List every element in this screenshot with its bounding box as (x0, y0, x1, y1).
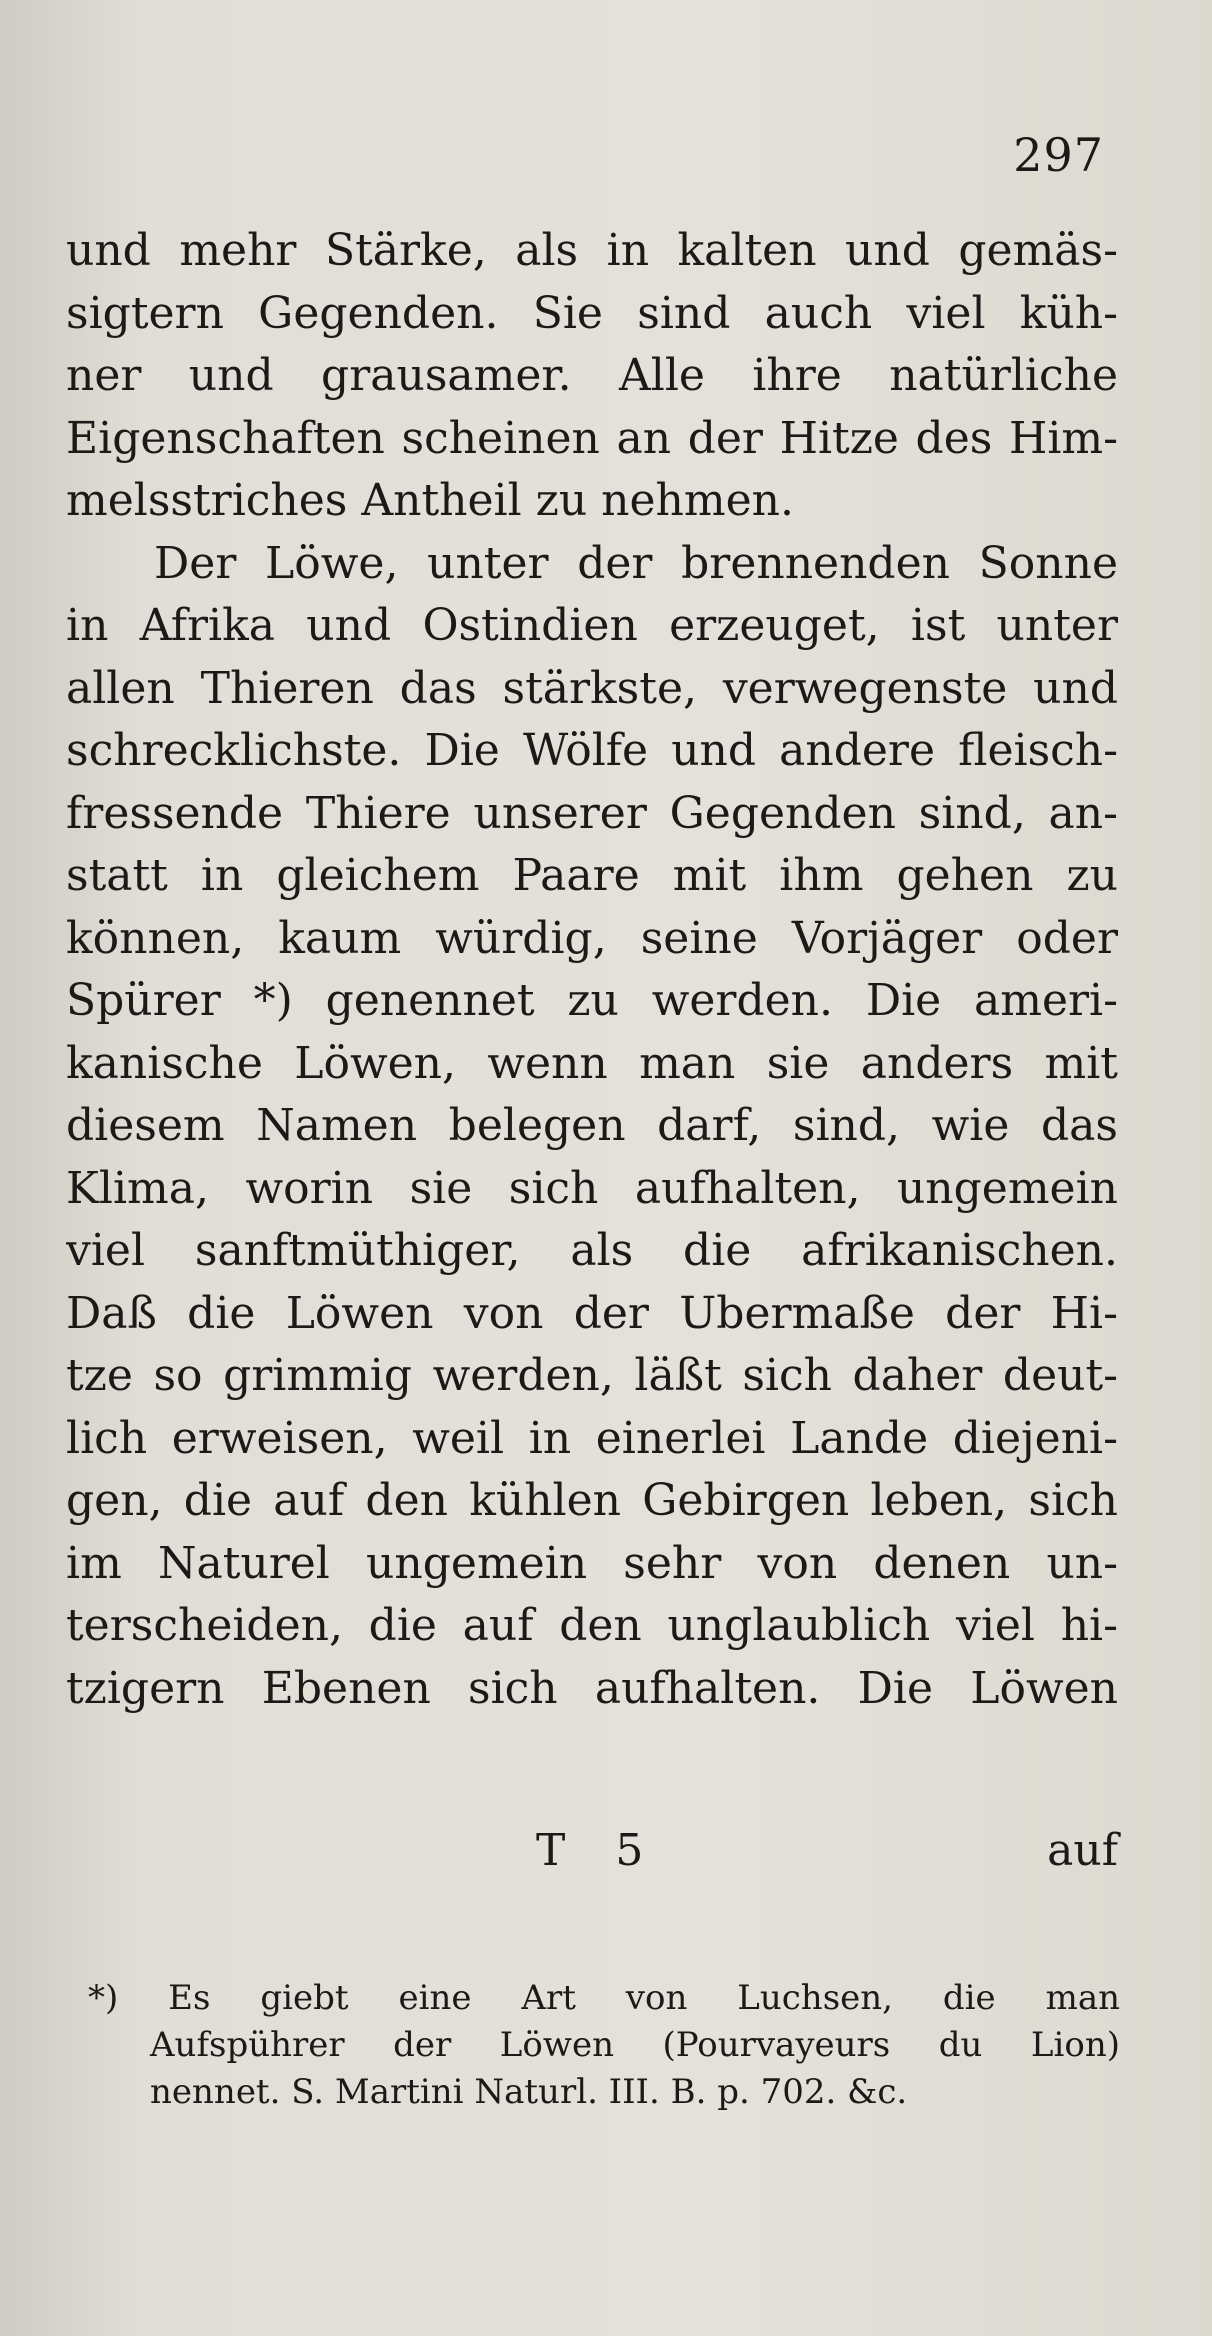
text-line: kanische Löwen, wenn man sie anders mit (66, 1037, 1118, 1089)
text-line: allen Thieren das stärkste, verwegenste und (66, 662, 1118, 714)
body-text (66, 220, 1118, 1720)
text-line: können, kaum würdig, seine Vorjäger oder (66, 912, 1118, 964)
footnote (88, 1975, 1120, 2116)
text-line: Eigenschaften scheinen an der Hitze des Him- (66, 412, 1118, 464)
signature-line (66, 1820, 1118, 1882)
text-line: diesem Namen belegen darf, sind, wie das (66, 1100, 1118, 1151)
text-line: sigtern Gegenden. Sie sind auch viel küh- (66, 287, 1118, 339)
page-number: 297 (1013, 128, 1104, 182)
footnote-line: *) Es giebt eine Art von Luchsen, die man (88, 1978, 1120, 2018)
text-line: Der Löwe, unter der brennenden Sonne (154, 537, 1118, 589)
text-line: terscheiden, die auf den unglaublich viel hi- (66, 1600, 1118, 1651)
text-line: fressende Thiere unserer Gegenden sind, an- (66, 787, 1118, 839)
text-line: Daß die Löwen von der Ubermaße der Hi- (66, 1287, 1118, 1339)
text-line: Spürer *) genennet zu werden. Die ameri- (66, 975, 1118, 1026)
text-line: im Naturel ungemein sehr von denen un- (66, 1537, 1118, 1589)
printer-signature: T 5 (536, 1825, 662, 1876)
text-line: viel sanftmüthiger, als die afrikanischen. (66, 1225, 1118, 1276)
text-line: gen, die auf den kühlen Gebirgen leben, sich (66, 1475, 1118, 1526)
catchword: auf (1047, 1825, 1118, 1876)
text-line: melsstriches Antheil zu nehmen. (66, 475, 794, 526)
text-line: tze so grimmig werden, läßt sich daher deut- (66, 1350, 1118, 1401)
text-line: Klima, worin sie sich aufhalten, ungemein (66, 1162, 1118, 1214)
footnote-line: Aufspührer der Löwen (Pourvayeurs du Lion) (150, 2025, 1120, 2065)
text-line: lich erweisen, weil in einerlei Lande diejeni- (66, 1412, 1118, 1464)
text-line: ner und grausamer. Alle ihre natürliche (66, 350, 1118, 401)
text-line: schrecklichste. Die Wölfe und andere fleisch- (66, 725, 1118, 776)
text-line: tzigern Ebenen sich aufhalten. Die Löwen (66, 1662, 1118, 1714)
text-line: und mehr Stärke, als in kalten und gemäs- (66, 225, 1118, 276)
text-line: in Afrika und Ostindien erzeuget, ist unter (66, 600, 1118, 651)
text-line: statt in gleichem Paare mit ihm gehen zu (66, 850, 1118, 901)
footnote-line: nennet. S. Martini Naturl. III. B. p. 702. &c. (150, 2072, 908, 2112)
